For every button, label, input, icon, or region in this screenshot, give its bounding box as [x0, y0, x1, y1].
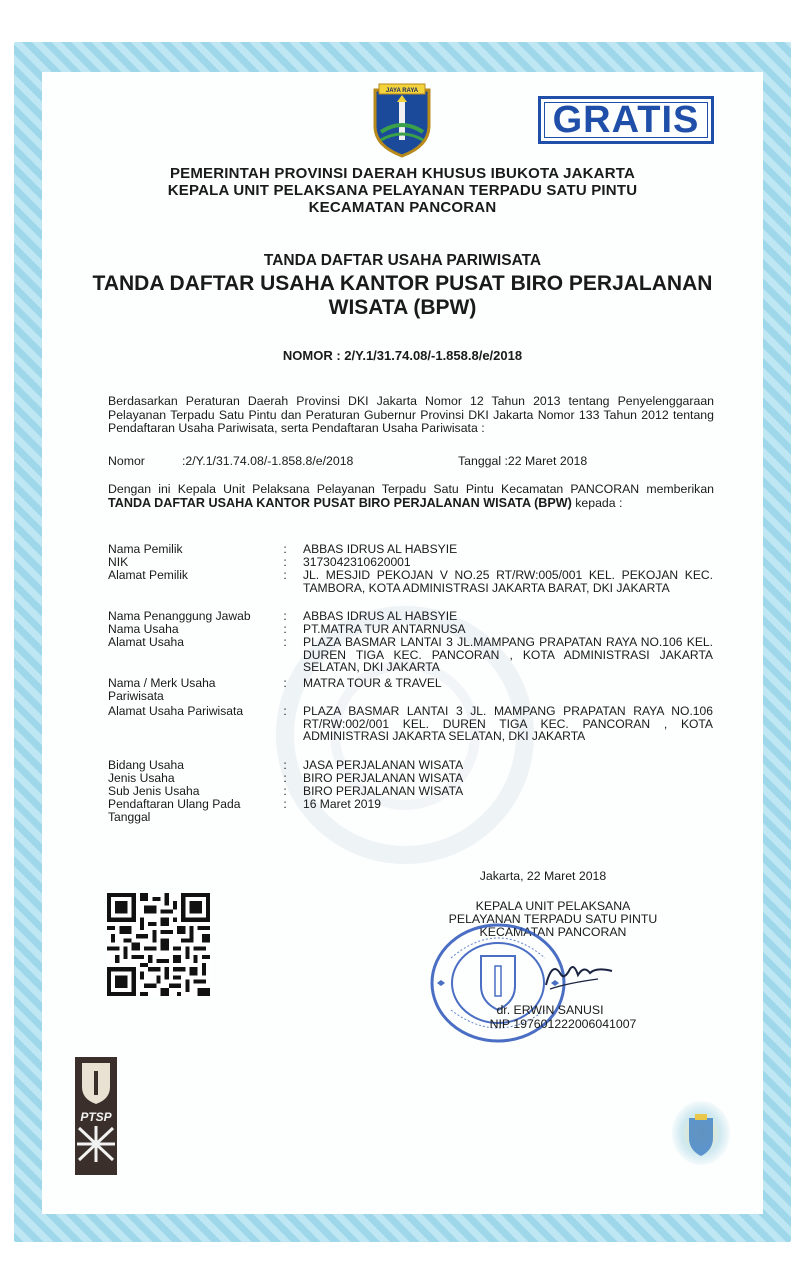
document-subtitle: TANDA DAFTAR USAHA PARIWISATA — [263, 252, 542, 269]
title-line-1: TANDA DAFTAR USAHA KANTOR PUSAT BIRO PERJALANAN — [92, 272, 713, 295]
ptsp-pattern-icon — [75, 1124, 117, 1164]
header-line-3: KECAMATAN PANCORAN — [308, 199, 497, 216]
office-line-2: PELAYANAN TERPADU SATU PINTU — [448, 912, 658, 926]
field-value: BIRO PERJALANAN WISATA — [303, 784, 464, 798]
intro-nomor-label: Nomor — [108, 454, 145, 468]
field-label: Nama / Merk Usaha Pariwisata — [108, 676, 216, 703]
ptsp-text: PTSP — [80, 1110, 112, 1124]
gratis-badge — [538, 96, 714, 144]
emblem-text: JAYA RAYA — [385, 88, 419, 94]
field-value: 3173042310620001 — [303, 555, 411, 569]
field-value: JL. MESJID PEKOJAN V NO.25 RT/RW:005/001 KEL. PEKOJAN KEC. TAMBORA, KOTA ADMINISTRASI JAKARTA BARAT, DKI JAKARTA — [303, 568, 713, 595]
intro-tanggal: Tanggal :22 Maret 2018 — [458, 454, 588, 468]
office-line-3: KECAMATAN PANCORAN — [479, 925, 627, 939]
field-label: Pendaftaran Ulang Pada Tanggal — [108, 797, 241, 824]
issuer-header — [0, 165, 805, 216]
field-value: PLAZA BASMAR LANTAI 3 JL.MAMPANG PRAPATAN RAYA NO.106 KEL. DUREN TIGA KEC. PANCORAN , KOTA ADMINISTRASI JAKARTA SELATAN, DKI JAKARTA — [303, 635, 713, 675]
field-label: Nama Pemilik — [108, 542, 183, 556]
field-value: ABBAS IDRUS AL HABSYIE — [303, 542, 458, 556]
signature-place-date: Jakarta, 22 Maret 2018 — [479, 869, 607, 883]
header-line-2: KEPALA UNIT PELAKSANA PELAYANAN TERPADU SATU PINTU — [167, 182, 638, 199]
header-line-1: PEMERINTAH PROVINSI DAERAH KHUSUS IBUKOTA JAKARTA — [169, 165, 636, 182]
intro-paragraph: Berdasarkan Peraturan Daerah Provinsi DKI Jakarta Nomor 12 Tahun 2013 tentang Penyelenggaraan Pelayanan Terpadu Satu Pintu dan Peraturan Gubernur Provinsi DKI Jakarta Nomor 133 Tahun 2012 tentang Pendaftaran Usaha Pariwisata, serta Pendaftaran Usaha Pariwisata : — [108, 394, 714, 435]
office-line-1: KEPALA UNIT PELAKSANA — [475, 899, 631, 913]
faint-mark — [64, 97, 114, 111]
field-value: PT.MATRA TUR ANTARNUSA — [303, 622, 466, 636]
signatory-name: dr. ERWIN SANUSI — [496, 1003, 604, 1017]
document-number: NOMOR : 2/Y.1/31.74.08/-1.858.8/e/2018 — [282, 348, 523, 363]
field-value: MATRA TOUR & TRAVEL — [303, 676, 442, 690]
field-value: ABBAS IDRUS AL HABSYIE — [303, 609, 458, 623]
grant-text-2: kepada : — [571, 495, 623, 510]
title-line-2: WISATA (BPW) — [328, 296, 477, 319]
field-label: Nama Penanggung Jawab — [108, 609, 251, 623]
jakarta-emblem — [371, 82, 433, 158]
field-label: NIK — [108, 555, 129, 569]
field-label: Sub Jenis Usaha — [108, 784, 200, 798]
gratis-text: GRATIS — [552, 98, 700, 141]
field-value: JASA PERJALANAN WISATA — [303, 758, 464, 772]
field-value: 16 Maret 2019 — [303, 797, 381, 811]
field-label: Bidang Usaha — [108, 758, 184, 772]
field-label: Alamat Usaha — [108, 635, 184, 649]
ptsp-emblem-icon — [75, 1057, 117, 1107]
field-label: Alamat Usaha Pariwisata — [108, 704, 244, 718]
field-label: Nama Usaha — [108, 622, 179, 636]
grant-paragraph — [108, 483, 714, 510]
ptsp-logo — [75, 1057, 117, 1175]
field-label: Alamat Pemilik — [108, 568, 188, 582]
hologram-sticker — [671, 1100, 731, 1166]
handwritten-signature — [538, 955, 618, 995]
grant-bold: TANDA DAFTAR USAHA KANTOR PUSAT BIRO PERJALANAN WISATA (BPW) — [108, 495, 572, 510]
qr-code — [107, 893, 210, 996]
document-title — [0, 272, 805, 320]
intro-nomor-value: :2/Y.1/31.74.08/-1.858.8/e/2018 — [182, 454, 354, 468]
signatory-nip: NIP 197601222006041007 — [489, 1017, 637, 1031]
field-value: BIRO PERJALANAN WISATA — [303, 771, 464, 785]
field-value: PLAZA BASMAR LANTAI 3 JL. MAMPANG PRAPATAN RAYA NO.106 RT/RW:002/001 KEL. DUREN TIGA KEC. PANCORAN , KOTA ADMINISTRASI JAKARTA SELATAN, DKI JAKARTA — [303, 704, 713, 744]
grant-text-1: Dengan ini Kepala Unit Pelaksana Pelayanan Terpadu Satu Pintu Kecamatan PANCORAN memberikan — [108, 482, 714, 496]
field-label: Jenis Usaha — [108, 771, 175, 785]
